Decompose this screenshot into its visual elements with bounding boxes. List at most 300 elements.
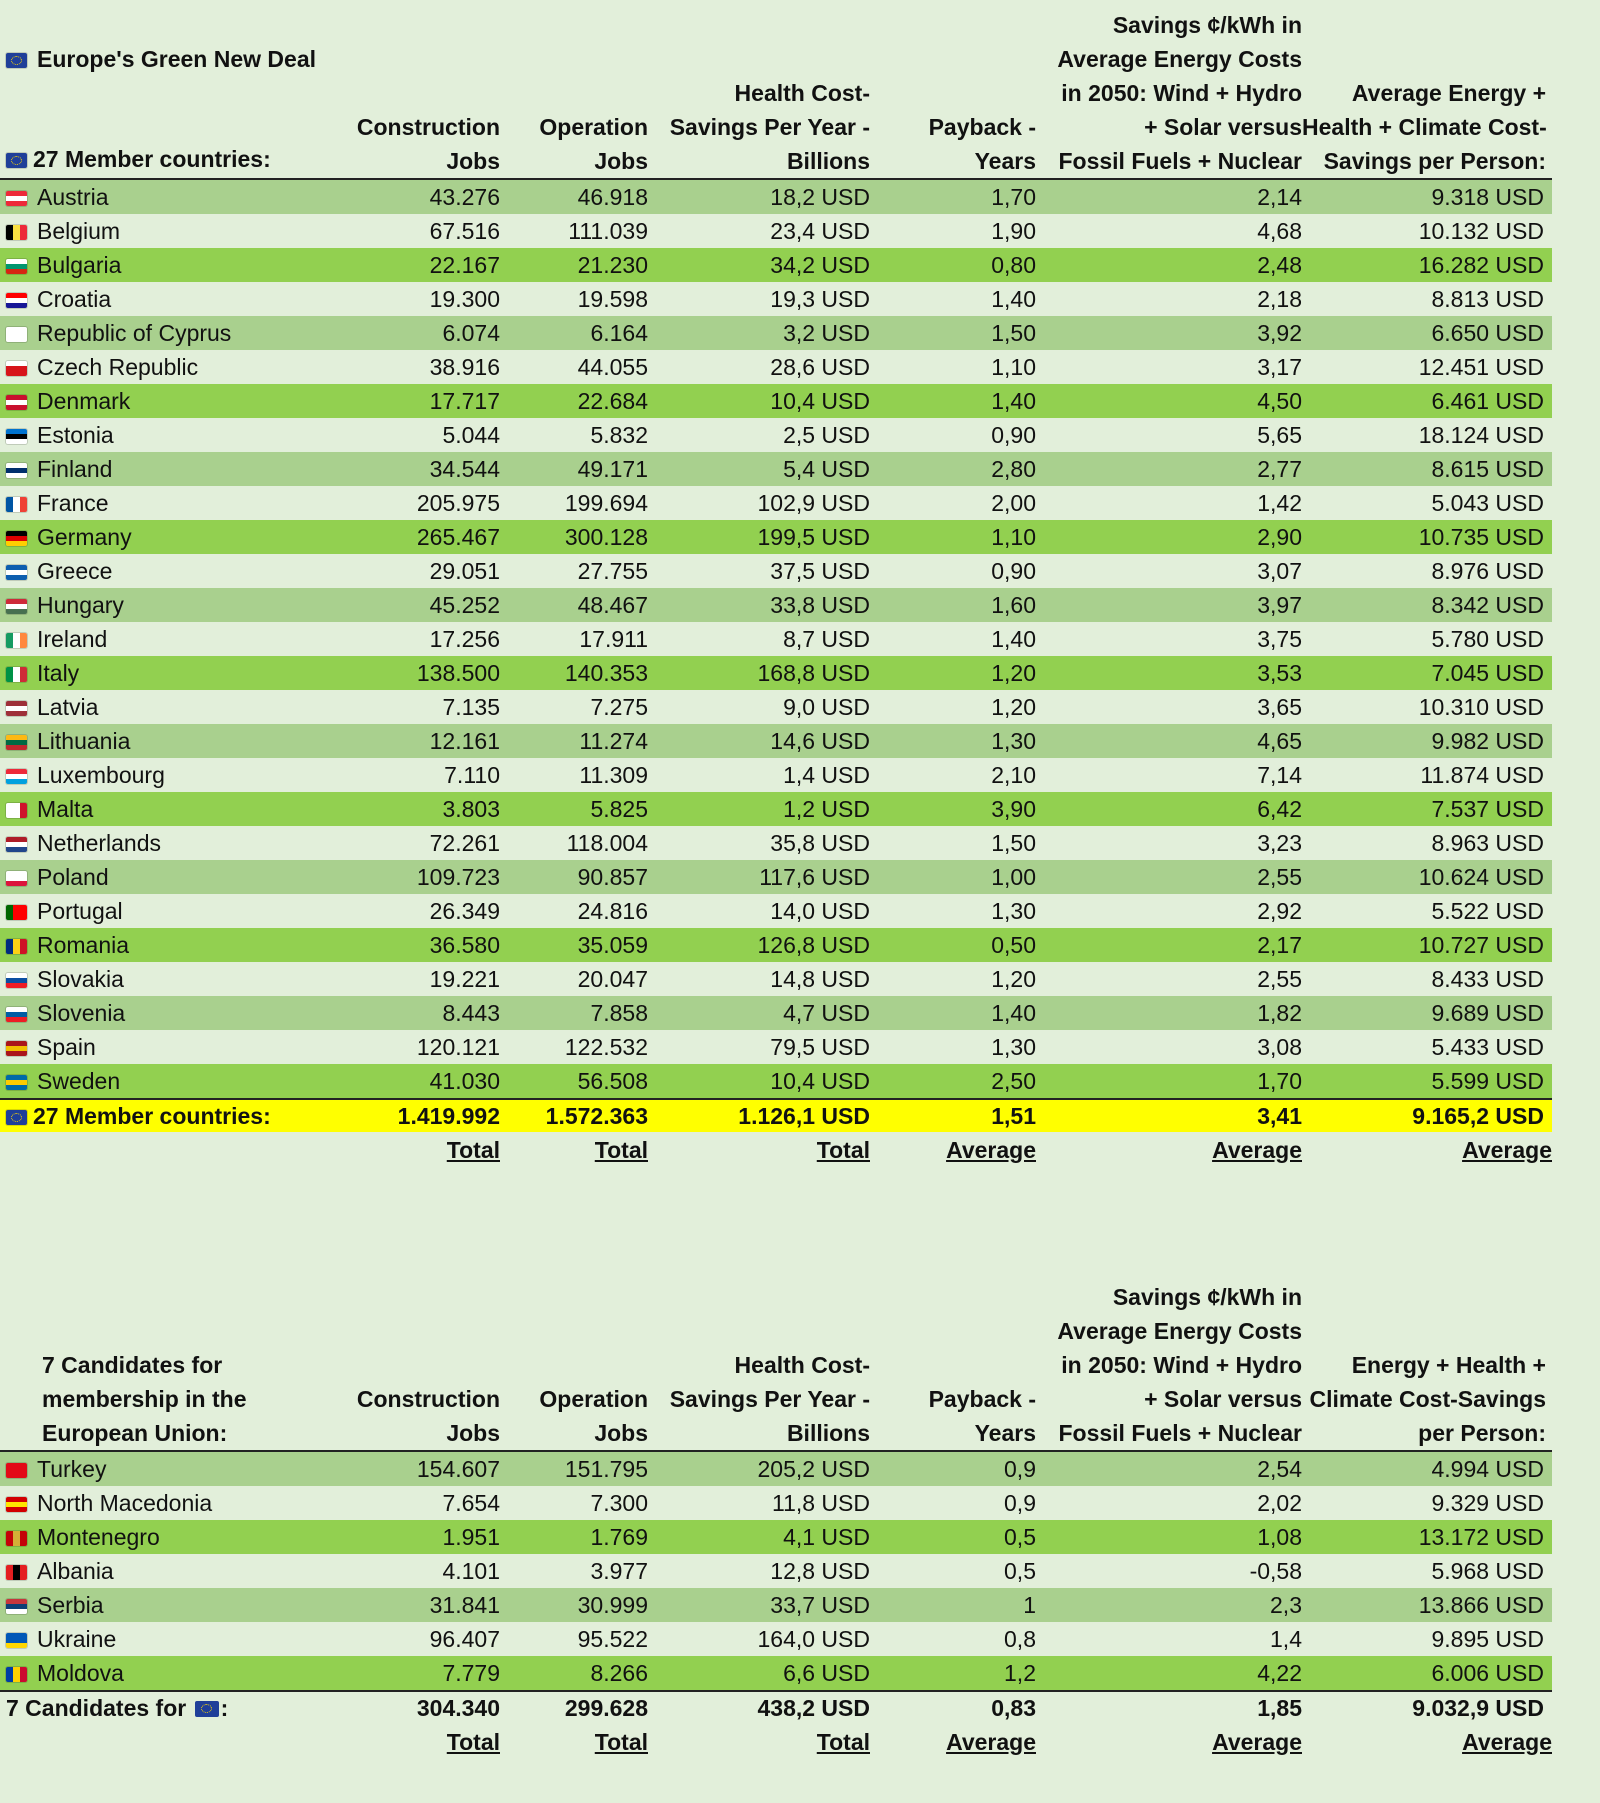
- cell-operation: 7.858: [590, 999, 648, 1026]
- table-row: [0, 1486, 1552, 1520]
- country-flag-icon: [6, 429, 27, 444]
- cell-construction: 5.044: [442, 421, 500, 448]
- country-flag-icon: [6, 463, 27, 478]
- country-flag-icon: [6, 497, 27, 512]
- country-flag-icon: [6, 1531, 27, 1546]
- cell-payback: 0,8: [1004, 1625, 1036, 1652]
- country-cell: [0, 928, 342, 962]
- cell-health: 126,8 USD: [757, 931, 870, 958]
- cell-construction: 7.779: [442, 1659, 500, 1686]
- country-cell: [0, 384, 342, 418]
- country-name: Republic of Cyprus: [37, 319, 232, 346]
- cell-payback: 1,20: [991, 965, 1036, 992]
- table-row: [0, 1064, 1552, 1099]
- cell-per-person: 9.318 USD: [1431, 183, 1544, 210]
- cell-operation: 24.816: [577, 897, 648, 924]
- table-row: [0, 248, 1552, 282]
- cell-per-person: 9.329 USD: [1431, 1489, 1544, 1516]
- cell-payback: 2,80: [991, 455, 1036, 482]
- cell-health: 18,2 USD: [770, 183, 870, 210]
- cell-construction: 6.074: [442, 319, 500, 346]
- cell-per-person: 11.874 USD: [1420, 761, 1544, 788]
- cell-payback: 1,10: [991, 353, 1036, 380]
- cell-per-person: 10.624 USD: [1418, 863, 1544, 890]
- eu-flag-icon: [195, 1701, 219, 1717]
- cell-per-person: 18.124 USD: [1418, 421, 1544, 448]
- cell-health: 14,8 USD: [770, 965, 870, 992]
- table-row: [0, 214, 1552, 248]
- country-name: Croatia: [37, 285, 112, 312]
- cell-operation: 140.353: [564, 659, 648, 686]
- cell-per-person: 5.522 USD: [1431, 897, 1544, 924]
- country-cell: [0, 520, 342, 554]
- cell-construction: 41.030: [429, 1067, 500, 1094]
- cell-savings: -0,58: [1249, 1557, 1302, 1584]
- eu-header-payback: Payback - Years: [870, 8, 1036, 179]
- country-cell: [0, 1622, 342, 1656]
- cell-payback: 1,20: [991, 659, 1036, 686]
- cell-operation: 30.999: [577, 1591, 648, 1618]
- cell-per-person: 13.172 USD: [1418, 1523, 1544, 1550]
- cell-per-person: 6.461 USD: [1431, 387, 1544, 414]
- country-name: Slovenia: [37, 999, 126, 1026]
- table-row: [0, 690, 1552, 724]
- cand-total-operation: 299.628: [500, 1691, 648, 1724]
- country-flag-icon: [6, 327, 27, 342]
- cell-payback: 2,50: [991, 1067, 1036, 1094]
- table-row: [0, 928, 1552, 962]
- country-name: North Macedonia: [37, 1489, 213, 1516]
- country-name: Austria: [37, 183, 109, 210]
- cell-construction: 17.256: [429, 625, 500, 652]
- table-row: [0, 588, 1552, 622]
- cell-construction: 265.467: [416, 523, 500, 550]
- cell-operation: 49.171: [577, 455, 648, 482]
- country-name: Moldova: [37, 1659, 124, 1686]
- cell-construction: 19.300: [429, 285, 500, 312]
- cell-operation: 27.755: [577, 557, 648, 584]
- cell-operation: 17.911: [579, 625, 648, 652]
- cell-operation: 7.300: [590, 1489, 648, 1516]
- country-name: Italy: [37, 659, 80, 686]
- footer-label: Average: [1212, 1136, 1302, 1163]
- cell-health: 14,6 USD: [770, 727, 870, 754]
- cell-operation: 90.857: [577, 863, 648, 890]
- country-cell: [0, 554, 342, 588]
- country-cell: [0, 690, 342, 724]
- country-cell: [0, 1588, 342, 1622]
- cell-per-person: 7.045 USD: [1431, 659, 1544, 686]
- cand-totals-row: [0, 1691, 1552, 1724]
- cell-per-person: 5.599 USD: [1431, 1067, 1544, 1094]
- country-name: Denmark: [37, 387, 131, 414]
- country-flag-icon: [6, 735, 27, 750]
- eu-header-row: [0, 8, 1552, 179]
- cand-header-row: [0, 1280, 1552, 1451]
- cand-footer-labels: [0, 1724, 1552, 1760]
- country-cell: [0, 282, 342, 316]
- cell-construction: 36.580: [429, 931, 500, 958]
- cell-health: 14,0 USD: [770, 897, 870, 924]
- table-row: [0, 962, 1552, 996]
- footer-label: Average: [1462, 1728, 1552, 1755]
- country-cell: [0, 588, 342, 622]
- cell-construction: 4.101: [442, 1557, 500, 1584]
- cand-header-per-person: Energy + Health + Climate Cost-Savings per Person:: [1302, 1280, 1552, 1451]
- cell-per-person: 8.963 USD: [1431, 829, 1544, 856]
- cell-construction: 96.407: [429, 1625, 500, 1652]
- cand-header-operation: Operation Jobs: [500, 1280, 648, 1451]
- cell-per-person: 10.310 USD: [1418, 693, 1544, 720]
- cell-per-person: 8.813 USD: [1431, 285, 1544, 312]
- cell-health: 199,5 USD: [757, 523, 870, 550]
- country-flag-icon: [6, 1565, 27, 1580]
- cell-per-person: 10.132 USD: [1418, 217, 1544, 244]
- country-name: Germany: [37, 523, 132, 550]
- table-row: [0, 520, 1552, 554]
- country-cell: [0, 996, 342, 1030]
- cell-health: 4,1 USD: [783, 1523, 870, 1550]
- cell-construction: 7.135: [442, 693, 500, 720]
- country-name: Slovakia: [37, 965, 124, 992]
- country-flag-icon: [6, 939, 27, 954]
- cell-health: 33,7 USD: [770, 1591, 870, 1618]
- country-cell: [0, 656, 342, 690]
- country-name: Spain: [37, 1033, 96, 1060]
- country-cell: [0, 316, 342, 350]
- cell-per-person: 9.689 USD: [1431, 999, 1544, 1026]
- cell-construction: 12.161: [429, 727, 500, 754]
- cell-savings: 3,75: [1257, 625, 1302, 652]
- cell-savings: 2,77: [1257, 455, 1302, 482]
- cell-operation: 19.598: [577, 285, 648, 312]
- cell-construction: 3.803: [442, 795, 500, 822]
- country-flag-icon: [6, 973, 27, 988]
- cell-payback: 0,80: [991, 251, 1036, 278]
- cell-health: 34,2 USD: [770, 251, 870, 278]
- cand-avg-payback: 0,83: [870, 1691, 1036, 1724]
- country-cell: [0, 758, 342, 792]
- country-name: Albania: [37, 1557, 114, 1584]
- country-name: Portugal: [37, 897, 123, 924]
- cell-construction: 72.261: [429, 829, 500, 856]
- eu-footer-labels: [0, 1132, 1552, 1168]
- cell-operation: 8.266: [590, 1659, 648, 1686]
- country-flag-icon: [6, 225, 27, 240]
- cell-operation: 1.769: [590, 1523, 648, 1550]
- cell-savings: 5,65: [1257, 421, 1302, 448]
- country-name: Czech Republic: [37, 353, 199, 380]
- cell-payback: 1,40: [991, 625, 1036, 652]
- footer-label: Total: [594, 1136, 648, 1163]
- table-row: [0, 452, 1552, 486]
- cell-operation: 3.977: [590, 1557, 648, 1584]
- country-flag-icon: [6, 667, 27, 682]
- cell-operation: 7.275: [590, 693, 648, 720]
- country-cell: [0, 1656, 342, 1691]
- cell-health: 5,4 USD: [783, 455, 870, 482]
- country-name: France: [37, 489, 109, 516]
- table-row: [0, 826, 1552, 860]
- cand-total-health: 438,2 USD: [648, 1691, 870, 1724]
- table-row: [0, 179, 1552, 214]
- cell-payback: 1,50: [991, 319, 1036, 346]
- eu-flag-icon: [6, 1110, 27, 1125]
- table-row: [0, 1588, 1552, 1622]
- cell-operation: 35.059: [577, 931, 648, 958]
- cell-health: 10,4 USD: [770, 1067, 870, 1094]
- cell-savings: 2,14: [1257, 183, 1302, 210]
- table-row: [0, 350, 1552, 384]
- cell-health: 4,7 USD: [783, 999, 870, 1026]
- cell-operation: 21.230: [577, 251, 648, 278]
- cell-savings: 2,55: [1257, 863, 1302, 890]
- cell-payback: 0,50: [991, 931, 1036, 958]
- cell-operation: 199.694: [564, 489, 648, 516]
- cell-savings: 2,90: [1257, 523, 1302, 550]
- cand-table-body: [0, 1451, 1552, 1691]
- eu-header-operation: Operation Jobs: [500, 8, 648, 179]
- eu-header-country: [0, 8, 342, 179]
- cell-payback: 1,60: [991, 591, 1036, 618]
- country-name: Greece: [37, 557, 113, 584]
- cell-health: 117,6 USD: [759, 863, 870, 890]
- table-row: [0, 1451, 1552, 1486]
- cell-payback: 1,10: [991, 523, 1036, 550]
- cell-health: 28,6 USD: [770, 353, 870, 380]
- cell-savings: 1,42: [1257, 489, 1302, 516]
- country-cell: [0, 1520, 342, 1554]
- eu-flag-icon: [6, 53, 27, 68]
- cell-savings: 2,17: [1257, 931, 1302, 958]
- cell-savings: 3,08: [1257, 1033, 1302, 1060]
- cell-health: 79,5 USD: [770, 1033, 870, 1060]
- cell-construction: 31.841: [429, 1591, 500, 1618]
- cell-payback: 0,9: [1004, 1489, 1036, 1516]
- cell-savings: 2,54: [1257, 1455, 1302, 1482]
- cell-health: 164,0 USD: [757, 1625, 870, 1652]
- table-row: [0, 316, 1552, 350]
- cell-per-person: 5.043 USD: [1431, 489, 1544, 516]
- country-name: Ukraine: [37, 1625, 117, 1652]
- country-flag-icon: [6, 837, 27, 852]
- country-flag-icon: [6, 769, 27, 784]
- cand-header-payback: Payback - Years: [870, 1280, 1036, 1451]
- cell-health: 19,3 USD: [770, 285, 870, 312]
- cell-construction: 29.051: [429, 557, 500, 584]
- country-name: Lithuania: [37, 727, 131, 754]
- cell-operation: 95.522: [577, 1625, 648, 1652]
- country-flag-icon: [6, 1497, 27, 1512]
- country-flag-icon: [6, 395, 27, 410]
- cand-header-health: Health Cost- Savings Per Year - Billions: [648, 1280, 870, 1451]
- main-title: Europe's Green New Deal: [6, 42, 316, 76]
- country-cell: [0, 1451, 342, 1486]
- cand-avg-per-person: 9.032,9 USD: [1302, 1691, 1552, 1724]
- cell-per-person: 6.650 USD: [1431, 319, 1544, 346]
- cell-per-person: 6.006 USD: [1431, 1659, 1544, 1686]
- cell-per-person: 7.537 USD: [1431, 795, 1544, 822]
- cell-health: 1,2 USD: [783, 795, 870, 822]
- cell-savings: 6,42: [1257, 795, 1302, 822]
- cell-operation: 46.918: [577, 183, 648, 210]
- cell-per-person: 9.895 USD: [1431, 1625, 1544, 1652]
- country-flag-icon: [6, 191, 27, 206]
- cand-totals-label: 7 Candidates for :: [0, 1691, 342, 1724]
- country-flag-icon: [6, 259, 27, 274]
- cell-operation: 300.128: [564, 523, 648, 550]
- country-name: Belgium: [37, 217, 121, 244]
- cell-payback: 1,70: [991, 183, 1036, 210]
- cell-construction: 67.516: [429, 217, 500, 244]
- cell-operation: 5.825: [590, 795, 648, 822]
- country-cell: [0, 452, 342, 486]
- country-flag-icon: [6, 293, 27, 308]
- eu-total-operation: 1.572.363: [500, 1099, 648, 1132]
- cell-savings: 2,02: [1257, 1489, 1302, 1516]
- country-cell: [0, 486, 342, 520]
- table-row: [0, 554, 1552, 588]
- country-flag-icon: [6, 1075, 27, 1090]
- cell-per-person: 8.976 USD: [1431, 557, 1544, 584]
- eu-header-savings: Savings ¢/kWh in Average Energy Costs in 2050: Wind + Hydro + Solar versus Fossil Fuels + Nuclear: [1036, 8, 1302, 179]
- eu-table-body: [0, 179, 1552, 1099]
- cell-construction: 109.723: [416, 863, 500, 890]
- cell-health: 33,8 USD: [770, 591, 870, 618]
- footer-label: Total: [816, 1136, 870, 1163]
- cell-payback: 1: [1023, 1591, 1036, 1618]
- country-flag-icon: [6, 1463, 27, 1478]
- cell-savings: 7,14: [1257, 761, 1302, 788]
- country-cell: [0, 248, 342, 282]
- cell-payback: 0,90: [991, 421, 1036, 448]
- cell-payback: 1,40: [991, 387, 1036, 414]
- cell-operation: 11.309: [579, 761, 648, 788]
- cell-per-person: 10.727 USD: [1418, 931, 1544, 958]
- footer-label: Average: [1212, 1728, 1302, 1755]
- cell-construction: 43.276: [429, 183, 500, 210]
- eu-avg-savings: 3,41: [1036, 1099, 1302, 1132]
- footer-label: Average: [1462, 1136, 1552, 1163]
- cell-payback: 1,40: [991, 999, 1036, 1026]
- cand-header-construction: Construction Jobs: [342, 1280, 500, 1451]
- cell-construction: 7.654: [442, 1489, 500, 1516]
- country-name: Sweden: [37, 1067, 121, 1094]
- cell-construction: 45.252: [429, 591, 500, 618]
- cell-payback: 3,90: [991, 795, 1036, 822]
- country-flag-icon: [6, 701, 27, 716]
- table-row: [0, 758, 1552, 792]
- country-name: Netherlands: [37, 829, 162, 856]
- country-cell: [0, 1486, 342, 1520]
- cand-total-construction: 304.340: [342, 1691, 500, 1724]
- cell-construction: 26.349: [429, 897, 500, 924]
- country-cell: [0, 1030, 342, 1064]
- eu-total-health: 1.126,1 USD: [648, 1099, 870, 1132]
- cell-construction: 8.443: [442, 999, 500, 1026]
- cell-per-person: 16.282 USD: [1418, 251, 1544, 278]
- cell-payback: 0,90: [991, 557, 1036, 584]
- cell-savings: 1,08: [1257, 1523, 1302, 1550]
- cand-header-savings: Savings ¢/kWh in Average Energy Costs in 2050: Wind + Hydro + Solar versus Fossil Fuels + Nuclear: [1036, 1280, 1302, 1451]
- country-name: Malta: [37, 795, 94, 822]
- cell-health: 102,9 USD: [757, 489, 870, 516]
- cell-health: 9,0 USD: [783, 693, 870, 720]
- cell-construction: 1.951: [442, 1523, 500, 1550]
- cell-savings: 3,97: [1257, 591, 1302, 618]
- country-cell: [0, 792, 342, 826]
- cell-savings: 3,07: [1257, 557, 1302, 584]
- country-cell: [0, 724, 342, 758]
- cell-per-person: 12.451 USD: [1418, 353, 1544, 380]
- country-cell: [0, 418, 342, 452]
- footer-label: Average: [946, 1728, 1036, 1755]
- country-flag-icon: [6, 1007, 27, 1022]
- country-cell: [0, 894, 342, 928]
- cell-operation: 5.832: [590, 421, 648, 448]
- country-name: Luxembourg: [37, 761, 165, 788]
- table-row: [0, 1656, 1552, 1691]
- cell-health: 205,2 USD: [757, 1455, 870, 1482]
- table-row: [0, 1030, 1552, 1064]
- country-flag-icon: [6, 1633, 27, 1648]
- cell-savings: 1,70: [1257, 1067, 1302, 1094]
- cell-savings: 4,50: [1257, 387, 1302, 414]
- cell-payback: 0,9: [1004, 1455, 1036, 1482]
- cell-operation: 22.684: [577, 387, 648, 414]
- cell-per-person: 8.342 USD: [1431, 591, 1544, 618]
- cell-savings: 4,22: [1257, 1659, 1302, 1686]
- cell-health: 3,2 USD: [783, 319, 870, 346]
- country-cell: [0, 622, 342, 656]
- country-name: Montenegro: [37, 1523, 160, 1550]
- cell-health: 2,5 USD: [783, 421, 870, 448]
- eu-header-construction: Construction Jobs: [342, 8, 500, 179]
- cell-payback: 1,50: [991, 829, 1036, 856]
- cell-health: 11,8 USD: [771, 1489, 870, 1516]
- cell-payback: 1,40: [991, 285, 1036, 312]
- country-name: Latvia: [37, 693, 99, 720]
- table-row: [0, 1554, 1552, 1588]
- cell-health: 35,8 USD: [770, 829, 870, 856]
- eu-flag-icon: [6, 153, 27, 168]
- table-row: [0, 860, 1552, 894]
- cell-payback: 1,2: [1004, 1659, 1036, 1686]
- cell-savings: 2,3: [1270, 1591, 1302, 1618]
- cell-construction: 17.717: [429, 387, 500, 414]
- cell-per-person: 8.433 USD: [1431, 965, 1544, 992]
- cell-per-person: 5.968 USD: [1431, 1557, 1544, 1584]
- eu-avg-payback: 1,51: [870, 1099, 1036, 1132]
- country-cell: [0, 860, 342, 894]
- candidates-table: [0, 1280, 1552, 1760]
- cell-construction: 22.167: [429, 251, 500, 278]
- cell-operation: 48.467: [577, 591, 648, 618]
- cell-construction: 7.110: [444, 761, 500, 788]
- cell-operation: 56.508: [577, 1067, 648, 1094]
- cell-construction: 19.221: [429, 965, 500, 992]
- eu-header-per-person: Average Energy + Health + Climate Cost- Savings per Person:: [1302, 8, 1552, 179]
- eu-header-health: Health Cost- Savings Per Year - Billions: [648, 8, 870, 179]
- country-flag-icon: [6, 361, 27, 376]
- table-row: [0, 894, 1552, 928]
- cell-per-person: 5.433 USD: [1431, 1033, 1544, 1060]
- cell-operation: 151.795: [564, 1455, 648, 1482]
- country-name: Serbia: [37, 1591, 104, 1618]
- cell-savings: 2,48: [1257, 251, 1302, 278]
- country-name: Turkey: [37, 1455, 107, 1482]
- cell-payback: 0,5: [1004, 1523, 1036, 1550]
